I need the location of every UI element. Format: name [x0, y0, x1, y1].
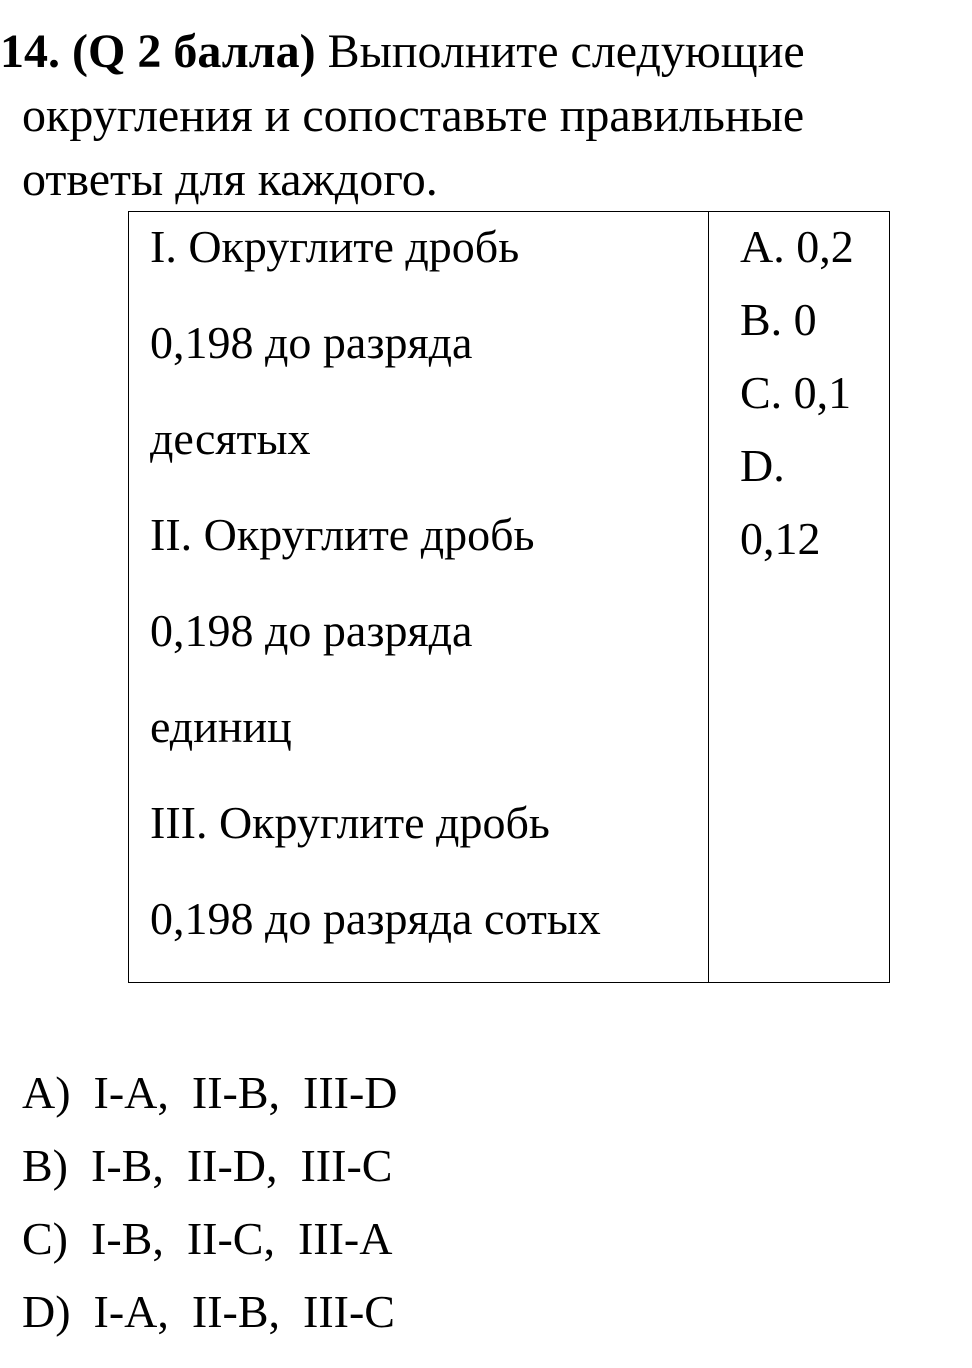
choice-b[interactable]: B) I-B, II-D, III-C — [22, 1140, 393, 1191]
answer-line: A. 0,2 — [740, 221, 854, 272]
task-line: II. Округлите дробь — [150, 509, 535, 560]
question-text-line: ответы для каждого. — [22, 153, 438, 206]
answer-line: D. — [740, 440, 785, 491]
task-line: 0,198 до разряда — [150, 605, 473, 656]
answer-line: C. 0,1 — [740, 367, 852, 418]
answer-line: B. 0 — [740, 294, 817, 345]
column-divider — [708, 212, 709, 982]
matching-table — [128, 211, 890, 983]
task-line: I. Округлите дробь — [150, 221, 520, 272]
choice-c[interactable]: C) I-B, II-C, III-A — [22, 1213, 393, 1264]
question-points: (Q 2 балла) — [72, 25, 316, 78]
task-line: десятых — [150, 413, 311, 464]
choice-d[interactable]: D) I-A, II-B, III-C — [22, 1286, 395, 1337]
answer-line: 0,12 — [740, 513, 821, 564]
question-number: 14. — [0, 25, 60, 78]
task-line: единиц — [150, 701, 292, 752]
task-line: III. Округлите дробь — [150, 797, 550, 848]
question-first-line — [0, 25, 805, 78]
task-line: 0,198 до разряда сотых — [150, 893, 601, 944]
question-text-line: округления и сопоставьте правильные — [22, 89, 805, 142]
question-text-line: Выполните следующие — [327, 25, 805, 78]
task-line: 0,198 до разряда — [150, 317, 473, 368]
choice-a[interactable]: A) I-A, II-B, III-D — [22, 1067, 398, 1118]
